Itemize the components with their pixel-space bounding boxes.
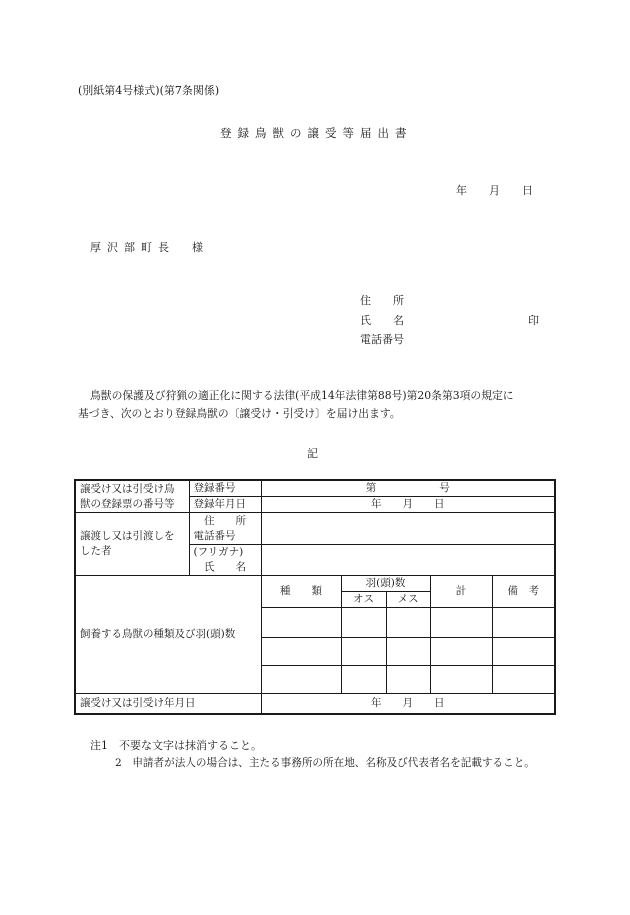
note-2: 2 申請者が法人の場合は、主たる事務所の所在地、名称及び代表者名を記載すること。 [115,757,535,769]
species-kind-cell[interactable] [261,608,341,638]
species-remarks-cell[interactable] [492,666,555,694]
species-male-cell[interactable] [341,666,386,694]
reg-no-label: 登録番号 [189,480,261,497]
seal-mark: 印 [528,314,539,327]
transferor-name-labels [189,545,261,576]
species-kind-cell[interactable] [261,638,341,666]
species-total-cell[interactable] [430,608,492,638]
furigana-label: (フリガナ) [193,546,244,558]
body-paragraph-line2: 基づき、次のとおり登録鳥獣の〔譲受け・引受け〕を届け出ます。 [78,407,401,420]
transfer-date-label: 譲受け又は引受け年月日 [75,694,261,714]
reg-no-field[interactable]: 第 号 [261,480,555,497]
species-male-cell[interactable] [341,638,386,666]
species-female-cell[interactable] [386,638,430,666]
species-kind-cell[interactable] [261,666,341,694]
date-line: 年 月 日 [456,184,533,197]
ki-mark: 記 [307,447,318,460]
addressee: 厚沢部町長 様 [90,241,209,254]
species-remarks-cell[interactable] [492,608,555,638]
transferor-address-label: 住 所 [204,514,246,527]
species-remarks-cell[interactable] [492,638,555,666]
body-paragraph-line1: 鳥獣の保護及び狩猟の適正化に関する法律(平成14年法律第88号)第20条第3項の規定に [90,389,514,402]
document-title: 登録鳥獣の譲受等届出書 [220,126,413,140]
registration-info-label: 譲受け又は引受け鳥獣の登録票の番号等 [75,480,189,513]
transferor-phone-label: 電話番号 [193,529,236,542]
species-male-cell[interactable] [341,608,386,638]
transferor-name-field[interactable] [261,545,555,576]
species-female-cell[interactable] [386,608,430,638]
col-total-header: 計 [430,576,492,608]
species-female-cell[interactable] [386,666,430,694]
applicant-phone-label: 電話番号 [360,333,404,346]
species-total-cell[interactable] [430,666,492,694]
transferor-label: 譲渡し又は引渡しをした者 [75,513,189,576]
col-remarks-header: 備 考 [492,576,555,608]
transferor-address-phone-field[interactable] [261,513,555,545]
applicant-name-label: 氏 名 [360,314,404,327]
applicant-address-label: 住 所 [360,294,404,307]
transfer-date-field[interactable]: 年 月 日 [261,694,555,714]
col-male-header: オス [341,592,386,608]
form-number: (別紙第4号様式)(第7条関係) [78,84,220,97]
species-section-label: 飼養する鳥獣の種類及び羽(頭)数 [75,576,261,694]
species-total-cell[interactable] [430,638,492,666]
registration-form-table [74,479,556,715]
transferor-address-phone-labels [189,513,261,545]
col-kind-header: 種 類 [261,576,341,608]
reg-date-field[interactable]: 年 月 日 [261,497,555,513]
reg-date-label: 登録年月日 [189,497,261,513]
transferor-name-label: 氏 名 [204,561,246,573]
col-female-header: メス [386,592,430,608]
col-count-header: 羽(頭)数 [341,576,430,592]
note-1: 注1 不要な文字は抹消すること。 [90,739,262,752]
